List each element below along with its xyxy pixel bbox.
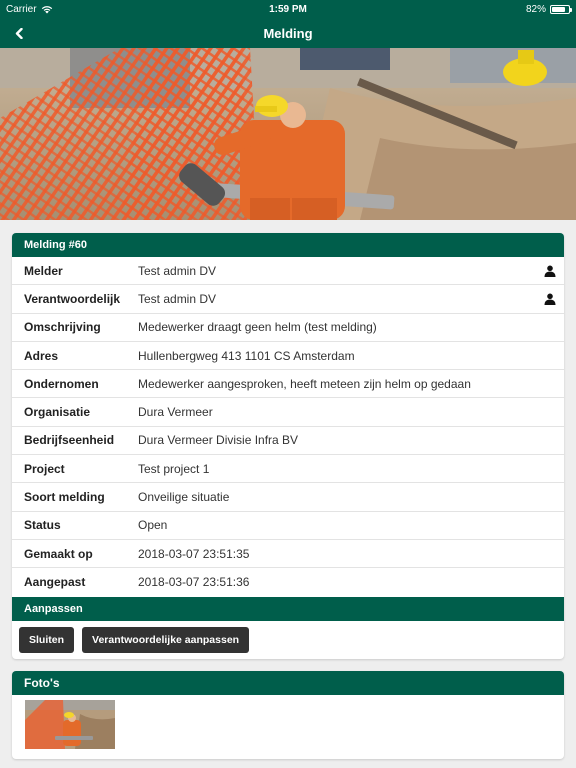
row-label: Organisatie <box>24 405 91 420</box>
navigation-bar <box>0 18 576 48</box>
row-value: 2018-03-07 23:51:35 <box>138 546 250 561</box>
detail-row-ondernomen <box>12 370 564 398</box>
row-value: Medewerker aangesproken, heeft meteen zijn helm op gedaan <box>138 376 471 391</box>
detail-row-bedrijfseenheid <box>12 427 564 455</box>
row-label: Gemaakt op <box>24 546 93 561</box>
row-label: Melder <box>24 263 63 278</box>
page-title: Melding <box>263 25 313 41</box>
close-report-button[interactable]: Sluiten <box>19 627 74 653</box>
status-bar <box>0 0 576 18</box>
battery-fill <box>552 7 565 12</box>
row-value: Test project 1 <box>138 461 210 476</box>
detail-row-aangepast <box>12 568 564 596</box>
row-value: 2018-03-07 23:51:36 <box>138 575 250 590</box>
detail-row-project <box>12 455 564 483</box>
photo-thumbnail[interactable] <box>25 700 115 749</box>
report-number-header: Melding #60 <box>12 233 564 257</box>
row-value: Open <box>138 518 168 533</box>
detail-row-soort-melding <box>12 483 564 511</box>
detail-row-verantwoordelijk <box>12 285 564 313</box>
row-value: Onveilige situatie <box>138 490 230 505</box>
person-icon[interactable] <box>544 293 556 305</box>
battery-percentage: 82% <box>525 3 546 15</box>
detail-row-adres <box>12 342 564 370</box>
row-label: Soort melding <box>24 490 105 505</box>
row-value: Test admin DV <box>138 263 217 278</box>
wifi-icon <box>41 5 53 14</box>
row-value: Dura Vermeer Divisie Infra BV <box>138 433 299 448</box>
row-label: Adres <box>24 348 59 363</box>
detail-row-omschrijving <box>12 314 564 342</box>
row-value: Medewerker draagt geen helm (test melding) <box>138 320 377 335</box>
change-responsible-button[interactable]: Verantwoordelijke aanpassen <box>82 627 249 653</box>
row-label: Verantwoordelijk <box>24 291 121 306</box>
row-label: Omschrijving <box>24 320 101 335</box>
row-value: Hullenbergweg 413 1101 CS Amsterdam <box>138 348 355 363</box>
edit-section-header: Aanpassen <box>12 597 564 621</box>
row-label: Project <box>24 461 65 476</box>
row-value: Dura Vermeer <box>138 405 213 420</box>
construction-site-image <box>0 48 576 220</box>
battery-icon <box>550 5 570 14</box>
row-label: Status <box>24 518 61 533</box>
hero-photo <box>0 48 576 220</box>
photos-header: Foto's <box>12 671 564 695</box>
detail-row-organisatie <box>12 398 564 426</box>
report-detail-card <box>12 233 564 659</box>
status-time: 1:59 PM <box>269 3 307 15</box>
person-icon[interactable] <box>544 265 556 277</box>
row-label: Aangepast <box>24 575 86 590</box>
construction-thumbnail-image <box>25 700 115 749</box>
carrier-label: Carrier <box>6 3 37 15</box>
detail-row-gemaakt-op <box>12 540 564 568</box>
row-value: Test admin DV <box>138 291 217 306</box>
back-button[interactable] <box>10 24 28 42</box>
row-label: Bedrijfseenheid <box>24 433 115 448</box>
detail-row-melder <box>12 257 564 285</box>
chevron-left-icon <box>15 28 23 39</box>
action-buttons <box>12 621 564 659</box>
detail-row-status <box>12 512 564 540</box>
row-label: Ondernomen <box>24 376 99 391</box>
photos-card <box>12 671 564 759</box>
